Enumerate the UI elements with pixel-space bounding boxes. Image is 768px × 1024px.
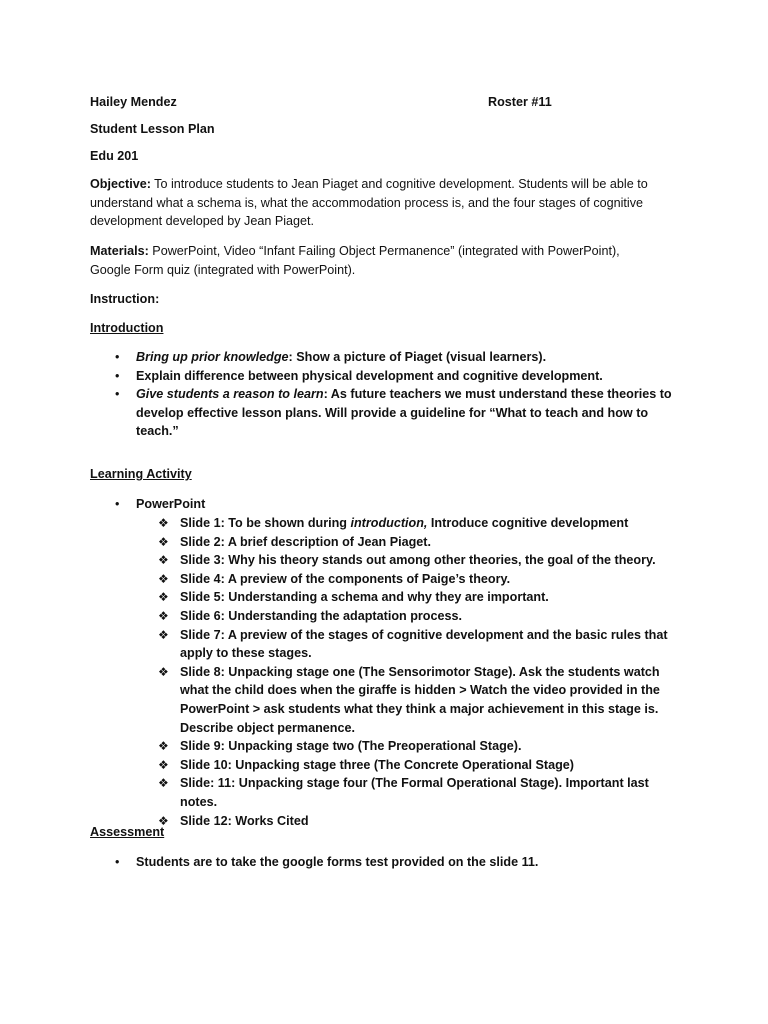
materials-paragraph — [90, 242, 662, 279]
student-name: Hailey Mendez — [90, 95, 177, 109]
slide-item: ❖ Slide 7: A preview of the stages of cognitive development and the basic rules that apply to these stages. — [158, 627, 668, 661]
slide-item: ❖ Slide 12: Works Cited — [158, 812, 688, 831]
list-item: • Give students a reason to learn: As future teachers we must understand these theories to develop effective lesson plans. Will provide a guideline for “What to teach and how to teach.” — [115, 385, 675, 441]
diamond-bullet-icon: ❖ — [158, 553, 169, 568]
assessment-heading: Assessment — [90, 825, 165, 839]
assessment-list — [115, 853, 675, 872]
slide-item: ❖ Slide 5: Understanding a schema and why they are important. — [158, 588, 688, 607]
slide-list — [158, 514, 688, 830]
instruction-heading: Instruction: — [90, 292, 160, 306]
list-item: • PowerPoint — [115, 495, 675, 514]
diamond-bullet-icon: ❖ — [158, 516, 169, 530]
introduction-heading: Introduction — [90, 321, 164, 335]
objective-label: Objective: — [90, 177, 151, 191]
slide-item: ❖ Slide 9: Unpacking stage two (The Preoperational Stage). — [158, 737, 688, 756]
diamond-bullet-icon: ❖ — [158, 534, 169, 549]
slide-item: ❖ Slide 3: Why his theory stands out among other theories, the goal of the theory. — [158, 551, 688, 570]
learning-activity-heading: Learning Activity — [90, 467, 192, 481]
diamond-bullet-icon: ❖ — [158, 757, 169, 772]
diamond-bullet-icon: ❖ — [158, 608, 169, 623]
diamond-bullet-icon: ❖ — [158, 776, 169, 791]
materials-label: Materials: — [90, 244, 149, 258]
introduction-list — [115, 348, 675, 441]
objective-paragraph — [90, 175, 662, 231]
slide-item: ❖ Slide 1: To be shown during introduction, Introduce cognitive development — [158, 514, 688, 533]
list-item: • Bring up prior knowledge: Show a picture of Piaget (visual learners). — [115, 348, 675, 367]
slide-item: ❖ Slide 6: Understanding the adaptation process. — [158, 607, 688, 626]
slide-item: ❖ Slide 4: A preview of the components of Paige’s theory. — [158, 570, 688, 589]
document-title: Student Lesson Plan — [90, 122, 215, 136]
slide-item: ❖ Slide 10: Unpacking stage three (The Concrete Operational Stage) — [158, 756, 688, 775]
diamond-bullet-icon: ❖ — [158, 627, 169, 642]
objective-text: To introduce students to Jean Piaget and cognitive development. Students will be able to understand what a schema is, what the accommodation process is, and the four stages of cognitive development developed by Jean Piaget. — [90, 177, 648, 229]
course-code: Edu 201 — [90, 149, 139, 163]
diamond-bullet-icon: ❖ — [158, 813, 169, 828]
diamond-bullet-icon: ❖ — [158, 590, 169, 605]
list-item: • Explain difference between physical development and cognitive development. — [115, 367, 675, 386]
materials-text: PowerPoint, Video “Infant Failing Object Permanence” (integrated with PowerPoint), Google Form quiz (integrated with PowerPoint). — [90, 244, 620, 277]
learning-activity-list — [115, 495, 675, 514]
roster-number: Roster #11 — [488, 95, 552, 109]
diamond-bullet-icon: ❖ — [158, 739, 169, 754]
slide-item: ❖ Slide: 11: Unpacking stage four (The Formal Operational Stage). Important last notes. — [158, 776, 649, 809]
list-item: • Students are to take the google forms test provided on the slide 11. — [115, 853, 675, 872]
diamond-bullet-icon: ❖ — [158, 664, 169, 679]
diamond-bullet-icon: ❖ — [158, 571, 169, 586]
slide-item: ❖ Slide 2: A brief description of Jean Piaget. — [158, 533, 688, 552]
slide-item: ❖ Slide 8: Unpacking stage one (The Sensorimotor Stage). Ask the students watch what the child does when the giraffe is hidden > Watch the video provided in the PowerPoint > ask students what they think a major achievement in this stage is. Describe object permanence. — [158, 664, 660, 735]
